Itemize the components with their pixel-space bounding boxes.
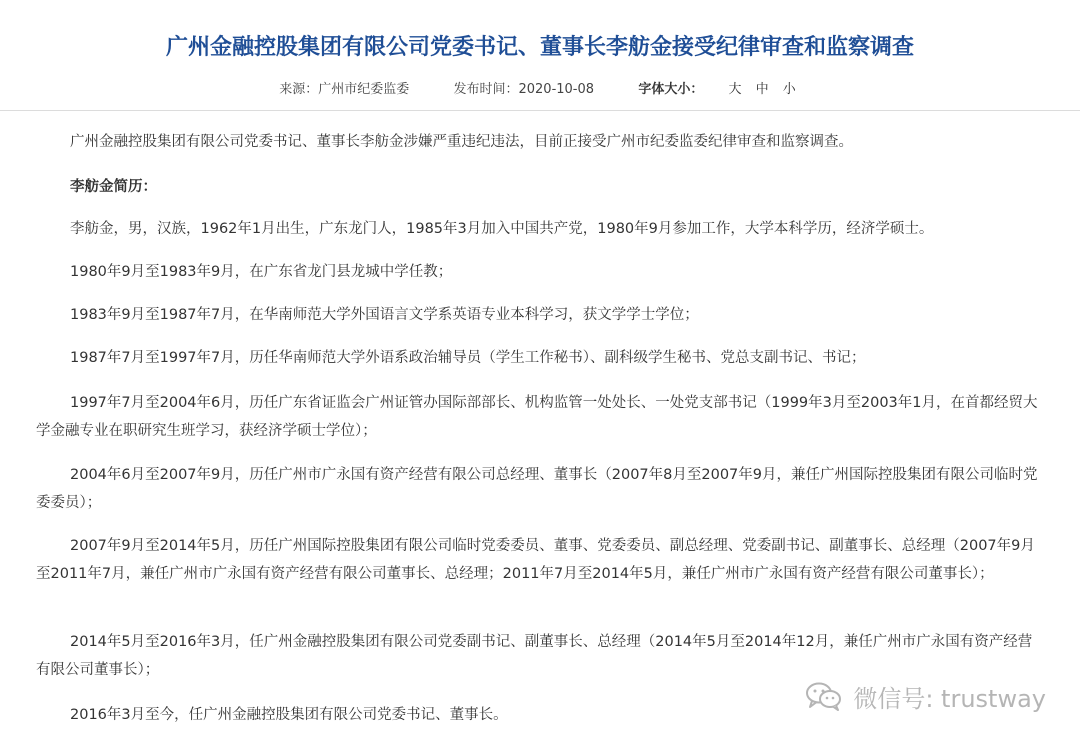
font-size-label: 字体大小： [638, 82, 704, 97]
career-paragraph-1: 1980年9月至1983年9月，在广东省龙门县龙城中学任教； [70, 264, 453, 280]
font-size-medium-button[interactable]: 中 [755, 82, 769, 97]
font-size-large-button[interactable]: 大 [728, 82, 742, 97]
career-paragraph-6: 2007年9月至2014年5月，历任广州国际控股集团有限公司临时党委委员、董事、党委委员、副总经理、党委副书记、副董事长、总经理（2007年9月至2011年7月，兼任广州市广永国有资产经营有限公司董事长、总经理；2011年7月至2014年5月，兼任广州市广永国有资产经营有限公司董事长）； [36, 538, 1035, 582]
publish-time: 发布时间：2020-10-08 [453, 82, 595, 97]
watermark-text: 微信号: trustway [853, 684, 1046, 713]
bio-paragraph: 李舫金，男，汉族，1962年1月出生，广东龙门人，1985年3月加入中国共产党，1980年9月参加工作，大学本科学历，经济学硕士。 [70, 221, 934, 237]
intro-paragraph: 广州金融控股集团有限公司党委书记、董事长李舫金涉嫌严重违纪违法，目前正接受广州市纪委监委纪律审查和监察调查。 [70, 134, 853, 150]
source-text: 来源：广州市纪委监委 [279, 82, 410, 97]
meta-row [0, 80, 1080, 100]
career-paragraph-8: 2016年3月至今，任广州金融控股集团有限公司党委书记、董事长。 [70, 707, 508, 723]
resume-heading: 李舫金简历： [70, 179, 157, 195]
font-size-small-button[interactable]: 小 [782, 82, 796, 97]
career-paragraph-4: 1997年7月至2004年6月，历任广东省证监会广州证管办国际部部长、机构监管一处处长、一处党支部书记（1999年3月至2003年1月，在首都经贸大学金融专业在职研究生班学习，获经济学硕士学位）； [36, 395, 1038, 439]
article-title: 广州金融控股集团有限公司党委书记、董事长李舫金接受纪律审查和监察调查 [165, 35, 914, 60]
career-paragraph-7: 2014年5月至2016年3月，任广州金融控股集团有限公司党委副书记、副董事长、总经理（2014年5月至2014年12月，兼任广州市广永国有资产经营有限公司董事长）； [36, 634, 1033, 678]
career-paragraph-3: 1987年7月至1997年7月，历任华南师范大学外语系政治辅导员（学生工作秘书）、副科级学生秘书、党总支副书记、书记； [70, 350, 866, 366]
article-header [0, 0, 1080, 111]
wechat-icon [805, 681, 843, 711]
wechat-watermark [805, 676, 1046, 716]
career-paragraph-5: 2004年6月至2007年9月，历任广州市广永国有资产经营有限公司总经理、董事长（2007年8月至2007年9月，兼任广州国际控股集团有限公司临时党委委员）； [36, 467, 1038, 511]
career-paragraph-2: 1983年9月至1987年7月，在华南师范大学外国语言文学系英语专业本科学习，获文学学士学位； [70, 307, 699, 323]
